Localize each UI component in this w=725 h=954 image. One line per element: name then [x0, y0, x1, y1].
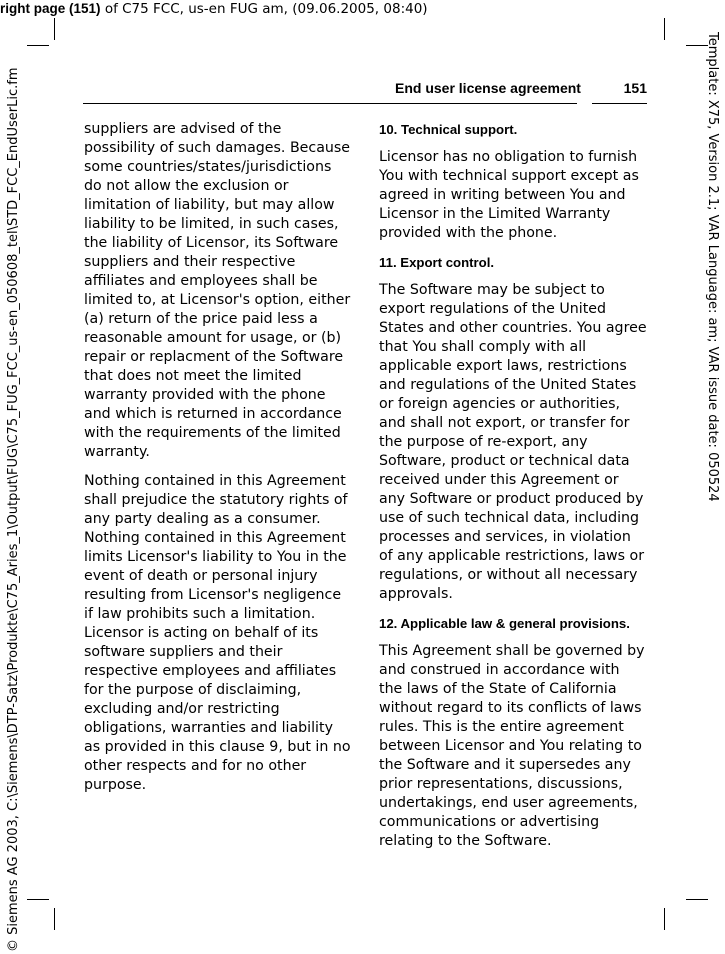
header-rule	[83, 103, 577, 104]
running-header	[395, 80, 647, 100]
right-column	[379, 120, 647, 861]
header-title: End user license agreement	[395, 80, 581, 96]
crop-mark	[27, 899, 49, 900]
paragraph: Licensor has no obligation to furnish You with technical support except as agreed in writing between You and Licensor in the Limited Warranty provided with the phone.	[379, 149, 639, 241]
crop-mark	[664, 908, 665, 930]
crop-mark	[54, 908, 55, 930]
crop-mark	[27, 45, 49, 46]
section-heading: 12. Applicable law & general provisions.	[379, 616, 630, 631]
paragraph: suppliers are advised of the possibility of such damages. Because some countries/states/jurisdictions do not allow the exclusion or limitation of liability, but may allow liability to be limited, in such cases, the liability of Licensor, its Software suppliers and their respective affiliates and employees shall be limited to, at Licensor's option, either (a) return of the price paid less a reasonable amount for usage, or (b) repair or replacment of the Software that does not meet the limited warranty provided with the phone and which is returned in accordance with the requirements of the limited warranty.	[84, 121, 351, 460]
print-info-page: right page (151)	[0, 1, 101, 16]
section-heading: 11. Export control.	[379, 255, 495, 270]
crop-mark	[686, 899, 708, 900]
left-column	[84, 120, 352, 805]
copyright-path: © Siemens AG 2003, C:\Siemens\DTP-Satz\Produkte\C75_Aries_1\Output\FUG\C75_FUG_FCC_us-en_050608_tel\STD_FCC_EndUserLic.fm	[6, 67, 21, 952]
page-number: 151	[623, 80, 647, 96]
crop-mark	[54, 18, 55, 40]
paragraph: This Agreement shall be governed by and construed in accordance with the laws of the State of California without regard to its conflicts of laws rules. This is the entire agreement between Licensor and You relating to the Software and it supersedes any prior representations, discussions, undertakings, end user agreements, communications or advertising relating to the Software.	[379, 643, 645, 849]
section-heading: 10. Technical support.	[379, 122, 518, 137]
header-rule-page	[592, 103, 647, 104]
paragraph: Nothing contained in this Agreement shall prejudice the statutory rights of any party dealing as a consumer. Nothing contained in this Agreement limits Licensor's liability to You in the event of death or personal injury resulting from Licensor's negligence if law prohibits such a limitation. Licensor is acting on behalf of its software suppliers and their respective employees and affiliates for the purpose of disclaiming, excluding and/or restricting obligations, warranties and liability as provided in this clause 9, but in no other respects and for no other purpose.	[84, 473, 351, 793]
print-info	[0, 0, 428, 18]
crop-mark	[664, 18, 665, 40]
template-info: Template: X75, Version 2.1; VAR Language: am; VAR issue date: 050524	[705, 32, 720, 502]
paragraph: The Software may be subject to export regulations of the United States and other countries. You agree that You shall comply with all applicable export laws, restrictions and regulations of the United States or foreign agencies or authorities, and shall not export, or transfer for the purpose of re-export, any Software, product or technical data received under this Agreement or any Software or product produced by use of such technical data, including processes and services, in violation of any applicable restrictions, laws or regulations, or without all necessary approvals.	[379, 282, 647, 602]
print-info-details: of C75 FCC, us-en FUG am, (09.06.2005, 08:40)	[100, 1, 428, 17]
